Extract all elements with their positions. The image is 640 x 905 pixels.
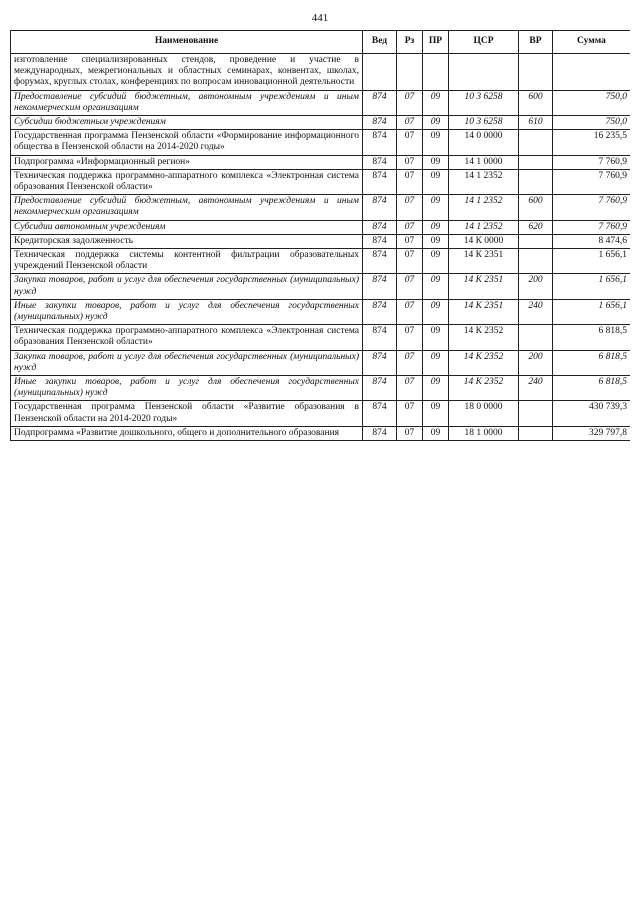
table-header-row [11, 31, 631, 54]
cell-name: Субсидии автономным учреждениям [11, 220, 363, 234]
cell-rz: 07 [397, 155, 423, 169]
cell-vr [519, 130, 553, 155]
cell-name: Подпрограмма «Информационный регион» [11, 155, 363, 169]
cell-pr: 09 [423, 220, 449, 234]
table-row [11, 350, 631, 375]
cell-sum: 750,0 [553, 116, 631, 130]
cell-sum: 6 818,5 [553, 376, 631, 401]
cell-name: Иные закупки товаров, работ и услуг для обеспечения государственных (муниципальных) нужд [11, 376, 363, 401]
cell-rz: 07 [397, 249, 423, 274]
cell-vr: 600 [519, 90, 553, 115]
cell-csr: 14 0 0000 [449, 130, 519, 155]
cell-sum: 329 797,8 [553, 426, 631, 440]
cell-csr: 14 К 2351 [449, 299, 519, 324]
cell-pr [423, 54, 449, 91]
cell-vr: 240 [519, 299, 553, 324]
cell-csr: 10 3 6258 [449, 116, 519, 130]
table-body [11, 54, 631, 441]
cell-name: Кредиторская задолженность [11, 234, 363, 248]
cell-ved: 874 [363, 299, 397, 324]
cell-pr: 09 [423, 299, 449, 324]
table-row [11, 116, 631, 130]
cell-sum: 7 760,9 [553, 155, 631, 169]
cell-ved: 874 [363, 116, 397, 130]
cell-csr: 14 К 2352 [449, 350, 519, 375]
cell-rz: 07 [397, 350, 423, 375]
cell-vr [519, 426, 553, 440]
page-number: 441 [311, 12, 329, 24]
cell-csr: 14 К 2351 [449, 249, 519, 274]
cell-vr: 200 [519, 350, 553, 375]
cell-rz: 07 [397, 426, 423, 440]
cell-vr [519, 401, 553, 426]
cell-name: Техническая поддержка системы контентной фильтрации образовательных учреждений Пензенской области [11, 249, 363, 274]
table-row [11, 220, 631, 234]
cell-rz: 07 [397, 195, 423, 220]
cell-csr: 18 1 0000 [449, 426, 519, 440]
table-row [11, 169, 631, 194]
cell-sum: 750,0 [553, 90, 631, 115]
cell-rz: 07 [397, 325, 423, 350]
cell-sum: 16 235,5 [553, 130, 631, 155]
cell-ved: 874 [363, 130, 397, 155]
cell-ved: 874 [363, 234, 397, 248]
cell-pr: 09 [423, 325, 449, 350]
cell-sum: 6 818,5 [553, 325, 631, 350]
cell-rz: 07 [397, 274, 423, 299]
table-row [11, 234, 631, 248]
cell-sum: 1 656,1 [553, 274, 631, 299]
cell-name: Подпрограмма «Развитие дошкольного, общего и дополнительного образования [11, 426, 363, 440]
cell-ved [363, 54, 397, 91]
cell-csr: 18 0 0000 [449, 401, 519, 426]
cell-csr: 10 3 6258 [449, 90, 519, 115]
cell-name: Государственная программа Пензенской области «Развитие образования в Пензенской области на 2014-2020 годы» [11, 401, 363, 426]
cell-rz: 07 [397, 130, 423, 155]
table-row [11, 401, 631, 426]
cell-vr [519, 249, 553, 274]
cell-pr: 09 [423, 249, 449, 274]
cell-pr: 09 [423, 90, 449, 115]
cell-ved: 874 [363, 426, 397, 440]
cell-name: Закупка товаров, работ и услуг для обеспечения государственных (муниципальных) нужд [11, 350, 363, 375]
header-ved: Вед [363, 31, 397, 54]
cell-sum: 7 760,9 [553, 195, 631, 220]
header-rz: Рз [397, 31, 423, 54]
cell-rz: 07 [397, 234, 423, 248]
header-vr: ВР [519, 31, 553, 54]
table-row [11, 249, 631, 274]
cell-rz: 07 [397, 116, 423, 130]
cell-sum: 6 818,5 [553, 350, 631, 375]
cell-vr: 240 [519, 376, 553, 401]
cell-vr: 610 [519, 116, 553, 130]
cell-sum: 430 739,3 [553, 401, 631, 426]
cell-rz: 07 [397, 401, 423, 426]
cell-vr: 620 [519, 220, 553, 234]
cell-ved: 874 [363, 195, 397, 220]
budget-table-frame [10, 30, 630, 895]
cell-ved: 874 [363, 155, 397, 169]
cell-csr: 14 1 2352 [449, 169, 519, 194]
cell-csr: 14 1 2352 [449, 220, 519, 234]
cell-name: Государственная программа Пензенской области «Формирование информационного общества в Пензенской области на 2014-2020 годы» [11, 130, 363, 155]
table-row [11, 376, 631, 401]
cell-name: изготовление специализированных стендов, проведение и участие в международных, межрегиональных и областных семинарах, конвентах, школах, форумах, круглых столах, конференциях по вопросам инновационной деятельности [11, 54, 363, 91]
table-row [11, 299, 631, 324]
cell-pr: 09 [423, 169, 449, 194]
cell-pr: 09 [423, 376, 449, 401]
table-row [11, 155, 631, 169]
cell-ved: 874 [363, 220, 397, 234]
cell-name: Закупка товаров, работ и услуг для обеспечения государственных (муниципальных) нужд [11, 274, 363, 299]
cell-vr [519, 155, 553, 169]
cell-csr: 14 К 0000 [449, 234, 519, 248]
cell-pr: 09 [423, 426, 449, 440]
budget-table [10, 30, 630, 441]
cell-name: Техническая поддержка программно-аппаратного комплекса «Электронная система образования Пензенской области» [11, 325, 363, 350]
cell-pr: 09 [423, 130, 449, 155]
cell-name: Техническая поддержка программно-аппаратного комплекса «Электронная система образования Пензенской области» [11, 169, 363, 194]
cell-ved: 874 [363, 376, 397, 401]
cell-sum: 7 760,9 [553, 169, 631, 194]
cell-csr: 14 К 2351 [449, 274, 519, 299]
cell-ved: 874 [363, 350, 397, 375]
cell-sum: 8 474,6 [553, 234, 631, 248]
cell-name: Иные закупки товаров, работ и услуг для обеспечения государственных (муниципальных) нужд [11, 299, 363, 324]
table-row [11, 54, 631, 91]
table-row [11, 325, 631, 350]
cell-rz: 07 [397, 90, 423, 115]
table-row [11, 90, 631, 115]
table-row [11, 426, 631, 440]
header-pr: ПР [423, 31, 449, 54]
cell-rz [397, 54, 423, 91]
cell-csr: 14 К 2352 [449, 376, 519, 401]
cell-ved: 874 [363, 401, 397, 426]
cell-sum: 1 656,1 [553, 249, 631, 274]
cell-ved: 874 [363, 274, 397, 299]
table-row [11, 274, 631, 299]
cell-pr: 09 [423, 155, 449, 169]
cell-vr [519, 234, 553, 248]
cell-ved: 874 [363, 325, 397, 350]
cell-csr: 14 1 0000 [449, 155, 519, 169]
cell-sum: 7 760,9 [553, 220, 631, 234]
header-csr: ЦСР [449, 31, 519, 54]
cell-pr: 09 [423, 234, 449, 248]
cell-pr: 09 [423, 401, 449, 426]
cell-rz: 07 [397, 299, 423, 324]
cell-name: Предоставление субсидий бюджетным, автономным учреждениям и иным некоммерческим организациям [11, 195, 363, 220]
cell-rz: 07 [397, 169, 423, 194]
cell-pr: 09 [423, 195, 449, 220]
cell-pr: 09 [423, 350, 449, 375]
table-row [11, 195, 631, 220]
cell-csr: 14 К 2352 [449, 325, 519, 350]
cell-sum: 1 656,1 [553, 299, 631, 324]
header-sum: Сумма [553, 31, 631, 54]
cell-vr: 600 [519, 195, 553, 220]
table-row [11, 130, 631, 155]
cell-ved: 874 [363, 90, 397, 115]
cell-vr [519, 325, 553, 350]
cell-ved: 874 [363, 169, 397, 194]
cell-vr [519, 169, 553, 194]
cell-csr: 14 1 2352 [449, 195, 519, 220]
cell-name: Субсидии бюджетным учреждениям [11, 116, 363, 130]
cell-pr: 09 [423, 116, 449, 130]
cell-vr: 200 [519, 274, 553, 299]
cell-vr [519, 54, 553, 91]
cell-rz: 07 [397, 220, 423, 234]
cell-sum [553, 54, 631, 91]
cell-rz: 07 [397, 376, 423, 401]
cell-ved: 874 [363, 249, 397, 274]
cell-csr [449, 54, 519, 91]
cell-name: Предоставление субсидий бюджетным, автономным учреждениям и иным некоммерческим организациям [11, 90, 363, 115]
header-name: Наименование [11, 31, 363, 54]
cell-pr: 09 [423, 274, 449, 299]
